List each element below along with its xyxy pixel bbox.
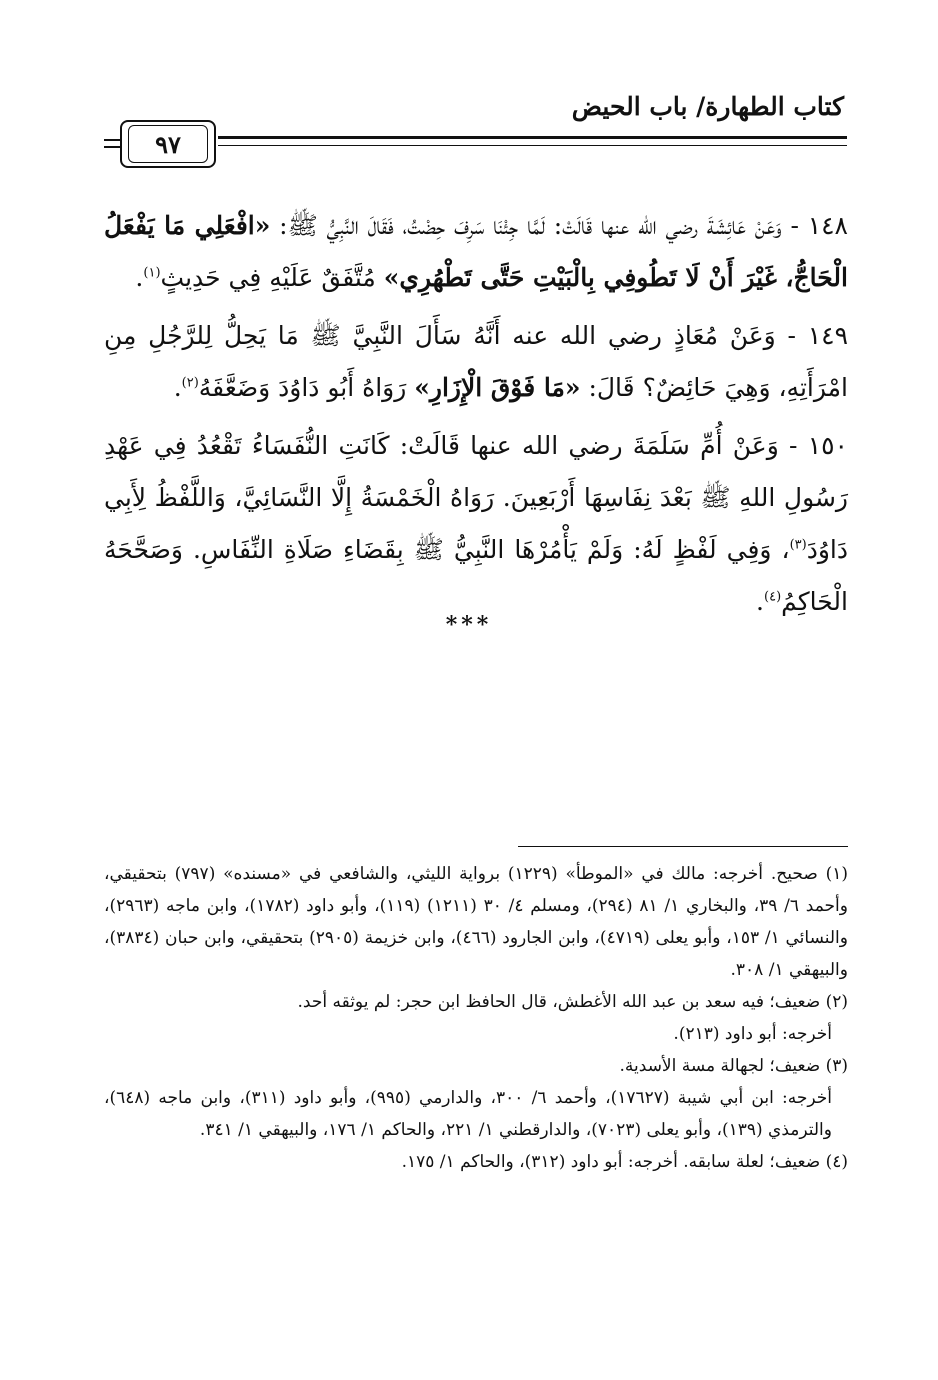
hadith-dash: - [787, 321, 796, 350]
hadith-end: . [173, 373, 182, 402]
hadith-number: ١٤٨ [807, 211, 848, 240]
footnote-2: (٢) ضعيف؛ فيه سعد بن عبد الله الأغطش، قال الحافظ ابن حجر: لم يوثقه أحد. [297, 992, 848, 1012]
page-number: ٩٧ [128, 125, 208, 163]
hadith-dash: - [790, 211, 799, 240]
footnote-3-source: أخرجه: ابن أبي شيبة (١٧٦٢٧)، وأحمد ٦/ ٣٠٠، والدارمي (٩٩٥)، وأبو داود (٣١١)، وابن ماجه (٦٤٨)، والترمذي (١٣٩)، وأبو يعلى (٧٠٢٣)، والدارقطني ١/ ٢٢١، والحاكم ١/ ١٧٦، والبيهقي ١/ ٣٤١. [104, 1088, 832, 1140]
prophetic-quote: «افْعَلِي مَا يَفْعَلُ الْحَاجُّ، غَيْرَ أَنْ لَا تَطُوفِي بِالْبَيْتِ حَتَّى تَطْهُرِي» [104, 211, 848, 292]
prophetic-quote: «مَا فَوْقَ الْإِزَارِ» [414, 373, 581, 402]
footnotes [104, 858, 848, 1178]
header-rule-thin [218, 145, 847, 146]
running-title: كتاب الطهارة/ باب الحيض [571, 92, 844, 121]
footnote-4: (٤) ضعيف؛ لعلة سابقه. أخرجه: أبو داود (٣١٢)، والحاكم ١/ ١٧٥. [401, 1152, 848, 1172]
footnote-ref[interactable]: (٢) [181, 375, 199, 391]
hadith-number: ١٤٩ [807, 321, 849, 350]
hadith-148 [104, 200, 848, 304]
hadith-source: مُتَّفَقٌ عَلَيْهِ فِي حَدِيثٍ [160, 263, 376, 292]
footnote-1: (١) صحيح. أخرجه: مالك في «الموطأ» (١٢٢٩) برواية الليثي، والشافعي في «مسنده» (٧٩٧) بتحقيقي، وأحمد ٦/ ٣٩، والبخاري ١/ ٨١ (٢٩٤)، ومسلم ٤/ ٣٠ (١٢١١) (١١٩)، وأبو داود (١٧٨٢)، وابن ماجه (٢٩٦٣)، والنسائي ١/ ١٥٣، وأبو يعلى (٤٧١٩)، وابن الجارود (٤٦٦)، وابن خزيمة (٢٩٠٥) بتحقيقي، وابن حبان (٣٨٣٤)، والبيهقي ١/ ٣٠٨. [104, 864, 848, 980]
page-number-connector [104, 139, 120, 148]
footnote-ref[interactable]: (٣) [789, 537, 807, 553]
hadith-source: رَوَاهُ أَبُو دَاوُدَ وَضَعَّفَهُ [198, 373, 407, 402]
hadith-number: ١٥٠ [807, 431, 848, 460]
hadith-150 [104, 420, 848, 628]
main-text [104, 200, 848, 634]
footnote-ref[interactable]: (١) [143, 265, 161, 281]
hadith-149 [104, 310, 848, 414]
footnote-2-source: أخرجه: أبو داود (٢١٣). [673, 1024, 832, 1044]
hadith-dash: - [789, 431, 798, 460]
hadith-end: . [756, 587, 764, 616]
hadith-text: وَعَنْ عَائِشَةَ رضي الله عنها قَالَتْ: لَمَّا جِئْنَا سَرِفَ حِضْتُ، فَقَالَ النَّبِيُّ ﷺ: [279, 211, 782, 240]
hadith-text-cont: ، وَفِي لَفْظٍ لَهُ: وَلَمْ يَأْمُرْهَا النَّبِيُّ ﷺ بِقَضَاءِ صَلَاةِ النِّفَاسِ. وَصَحَّحَهُ الْحَاكِمُ [104, 535, 848, 616]
footnote-3: (٣) ضعيف؛ لجهالة مسة الأسدية. [619, 1056, 848, 1076]
hadith-text: وَعَنْ مُعَاذٍ رضي الله عنه أَنَّهُ سَأَلَ النَّبِيَّ ﷺ مَا يَحِلُّ لِلرَّجُلِ مِنِ امْرَأَتِهِ، وَهِيَ حَائِضٌ؟ قَالَ: [104, 321, 848, 402]
section-separator: *** [445, 612, 493, 638]
header-rule-thick [218, 136, 847, 139]
footnote-ref[interactable]: (٤) [764, 589, 782, 605]
footnote-rule [518, 846, 848, 847]
hadith-end: . [135, 263, 144, 292]
hadith-text: وَعَنْ أُمِّ سَلَمَةَ رضي الله عنها قَالَتْ: كَانَتِ النُّفَسَاءُ تَقْعُدُ فِي عَهْدِ رَسُولِ اللهِ ﷺ بَعْدَ نِفَاسِهَا أَرْبَعِينَ. رَوَاهُ الْخَمْسَةُ إِلَّا النَّسَائِيَّ، وَاللَّفْظُ لِأَبِي دَاوُدَ [104, 431, 848, 564]
